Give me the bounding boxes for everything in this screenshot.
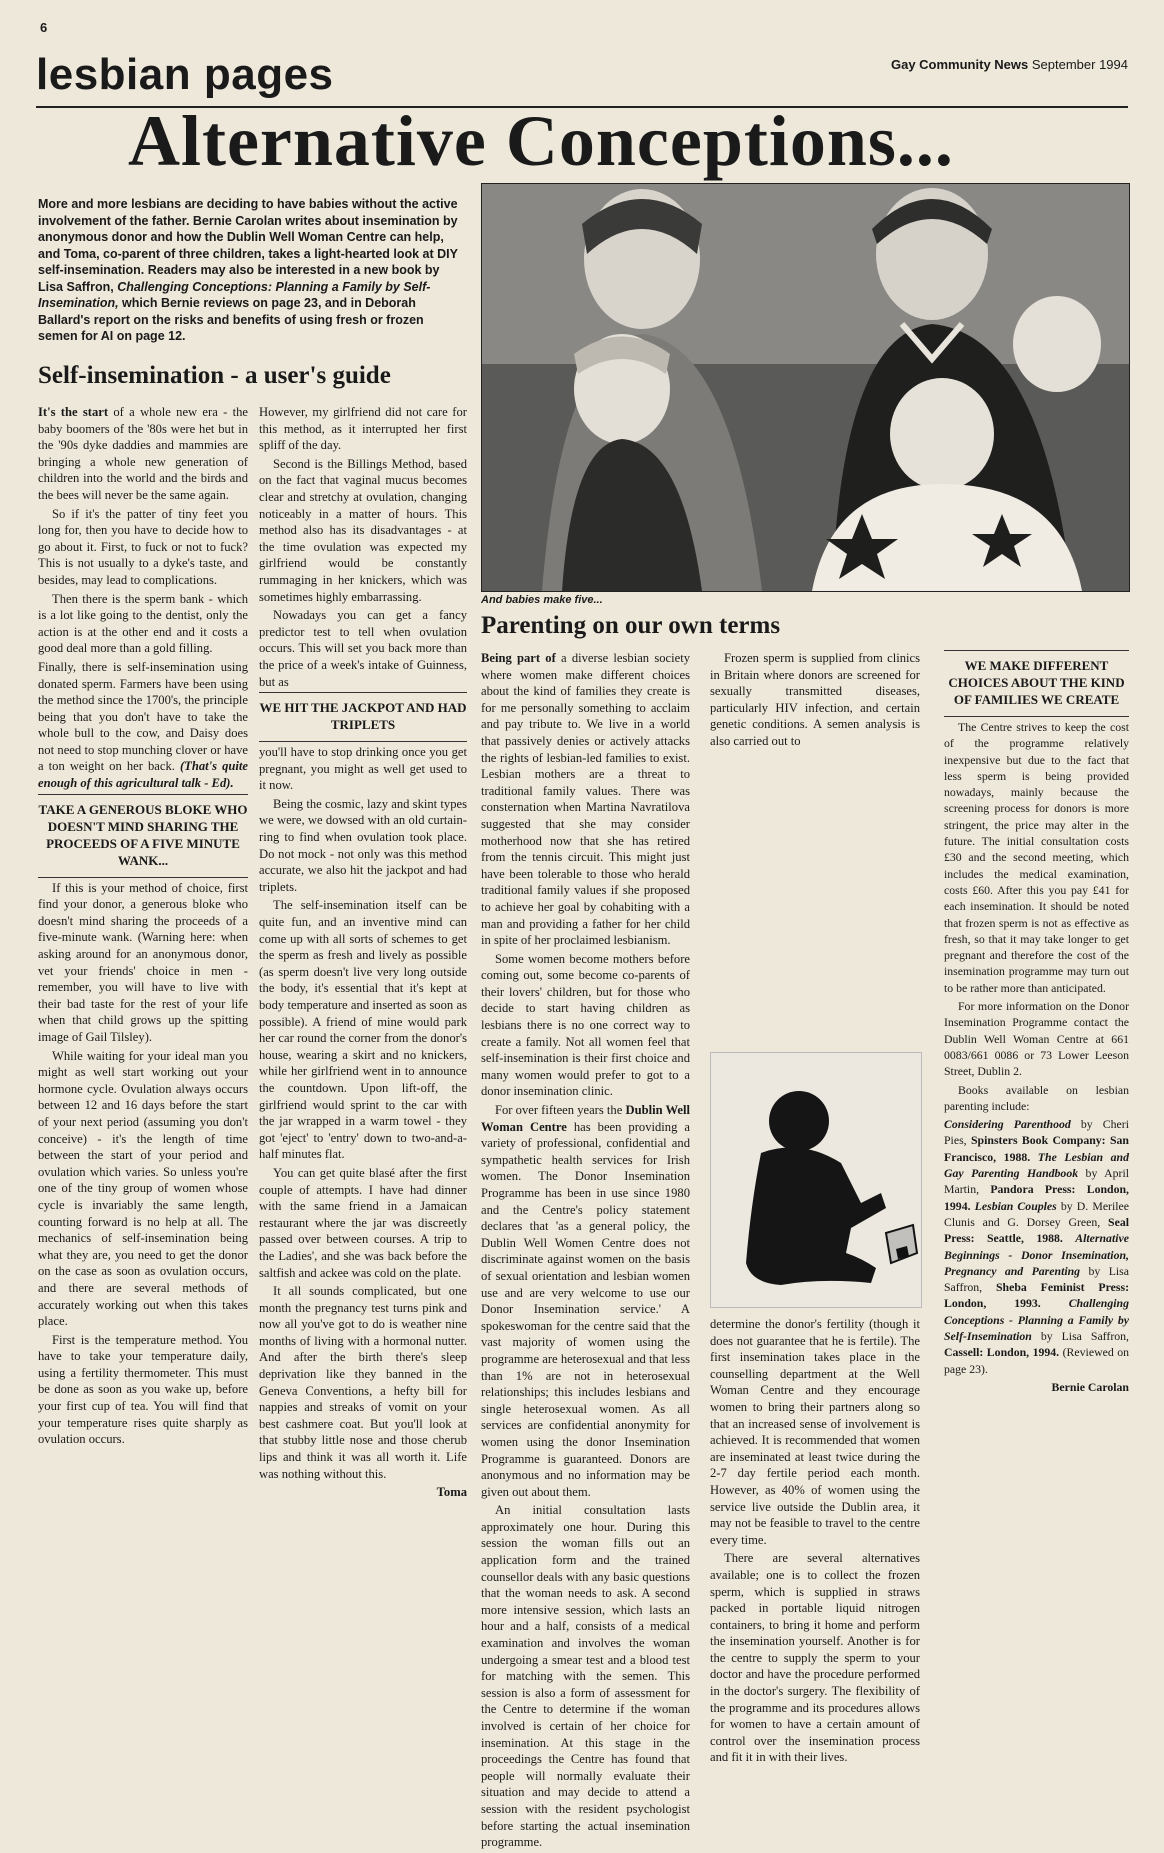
child-silhouette-image: [711, 1053, 921, 1307]
paragraph: Nowadays you can get a fancy predictor test to tell when ovulation occurs. This will set you back more than the price of a week's intake of Guinness, but as: [259, 608, 467, 689]
headline: Alternative Conceptions...: [128, 101, 954, 181]
paragraph: For over fifteen years the Dublin Well Woman Centre has been providing a variety of professional, confidential and sympathetic health services for Irish women. The Donor Insemination Programme has been in use since 1980 and the Centre's policy statement declares that 'as a general policy, the Dublin Well Women Centre does not discriminate against women on the basis of sexual orientation and lesbian women use and are very welcome to use our Donor Insemination service.' A spokeswoman for the centre said that the vast majority of women using the programme are heterosexual and that less than 1% are not in heterosexual relationships; this includes lesbians and single heterosexual women. As all services are confidential anonymity for women using the donor Insemination Programme is guaranteed. Donors are anonymous and no information may be given out about them.: [481, 1103, 691, 1499]
subhead: WE HIT THE JACKPOT AND HAD TRIPLETS: [259, 692, 467, 742]
paragraph: If this is your method of choice, first find your donor, a generous bloke who doesn't mind sharing the proceeds of a five-minute wank. (Warning here: when asking around for an anonymous donor, vet your friends' choice in men - remember, you will have to live with their bad taste for the rest of your life when that child grows up the spitting image of Gail Tilsley).: [38, 880, 248, 1044]
byline: Bernie Carolan: [1051, 1379, 1129, 1394]
book-entry: Considering Parenthood by Cheri Pies, Spinsters Book Company: San Francisco, 1988.: [944, 1117, 1130, 1164]
paragraph: Being part of a diverse lesbian society where women make different choices about the kind of families they create is for me personally something to acclaim and pay tribute to. We live in a world that passively denies or actively attacks the rights of lesbian-led families to exist. Lesbian mothers are a threat to traditional family values. There was consternation when Martina Navratilova suggested that she may consider motherhood now that she has retired from the tennis circuit. This might just have been tolerable to those who herald traditional family values if she proposed to achieve her goal by cohabiting with a man and providing a father for her child in spite of her proclaimed lesbianism.: [481, 651, 690, 948]
paragraph: Second is the Billings Method, based on the fact that vaginal mucus becomes clear and stretchy at ovulation, changing noticeably in a matter of hours. This method also has its disadvantages - at the time ovulation was expected my girlfriend would be constantly rummaging in her knickers, which was sometimes highly embarrassing.: [259, 456, 467, 604]
article2-col2-continued: [710, 1316, 920, 1768]
intro-text-b: which Bernie reviews on page 23, and in Deborah Ballard's report on the risks and benefits of using fresh or frozen semen for AI on page 12.: [38, 296, 424, 343]
centre-name: Dublin Well Woman Centre: [481, 1103, 691, 1134]
subhead: WE MAKE DIFFERENT CHOICES ABOUT THE KIND OF FAMILIES WE CREATE: [944, 650, 1129, 717]
paragraph: Finally, there is self-insemination using donated sperm. Farmers have been using the method since the 1700's, the principle being that you don't have to take the whole bull to the cow, and Daisy does not need to stop munching clover or have a ton weight on her back. (That's quite enough of this agricultural talk - Ed).: [38, 659, 248, 791]
paragraph: It's the start of a whole new era - the baby boomers of the '80s were het but in the '90s dyke daddies and mammies are bringing a whole new generation of children into the world and the birds and the bees will never be the same again.: [38, 405, 248, 502]
article1-col2: [259, 404, 467, 1503]
article2-col1: [481, 650, 690, 1853]
article2-col3: [944, 650, 1129, 1397]
intro-book-title: Challenging Conceptions: Planning a Family by Self-Insemination,: [38, 279, 431, 310]
publication-name: Gay Community News: [890, 57, 1029, 72]
review-note: (Reviewed on page 23).: [944, 1345, 1130, 1376]
family-photo-image: [482, 184, 1129, 591]
family-photo: [481, 183, 1130, 592]
book-entry: Challenging Conceptions - Planning a Family by Self-Insemination by Lisa Saffron, Cassell: London, 1994.: [944, 1296, 1130, 1360]
paragraph: It all sounds complicated, but one month the pregnancy test turns pink and now all you've got to do is weather nine months of living with a hormonal nutter. And after the birth there's sleep deprivation like they banned in the Geneva Conventions, a hefty bill for nappies and streaks of vomit on your best cashmere coat. But you'll look at that stubby little nose and those cherub lips and think it was all worth it. Life was nothing without this.: [259, 1284, 467, 1481]
paragraph: However, my girlfriend did not care for this method, as it interrupted her first spliff of the day.: [259, 405, 467, 453]
editor-note: (That's quite enough of this agricultural talk - Ed).: [38, 759, 248, 791]
paragraph: Then there is the sperm bank - which is a lot like going to the dentist, only the action is at the other end and it costs a good deal more than a gold filling.: [38, 591, 248, 656]
child-silhouette-photo: [710, 1052, 922, 1308]
book-entry: The Lesbian and Gay Parenting Handbook by April Martin, Pandora Press: London, 1994.: [944, 1149, 1130, 1213]
paragraph: determine the donor's fertility (though it does not guarantee that he is fertile). The first insemination takes place in the counselling department at the Well Woman Centre and they encourage women to bring their partners along so that an increased sense of involvement is achieved. It is recommended that women are inseminated at least twice during the 2-7 day fertile period each month. However, as 40% of women using the service live outside the Dublin area, it may not be feasible to travel to the centre every time.: [710, 1317, 920, 1547]
page-number: 6: [40, 20, 48, 35]
article1-col1: [38, 404, 248, 1450]
book-list: [944, 1116, 1129, 1377]
paragraph: There are several alternatives available; one is to collect the frozen sperm, which is supplied in straws packed in portable liquid nitrogen containers, to bring it home and perform the insemination yourself. Another is for the centre to supply the sperm to your doctor and have the procedure performed in the doctor's surgery. The flexibility of the programme and its procedures allows for women to have a certain amount of control over the insemination process and fit it in with their lives.: [710, 1551, 920, 1765]
paragraph: While waiting for your ideal man you might as well start working out your hormone cycle. Ovulation always occurs between 12 and 16 days before the start of your next period (assuming you don't conceive) - it's the length of time between the start of your period and ovulation which varies. So unless you're one of the tiny group of women whose cycle is invariably the same length, counting forward is no help at all. The mechanics of self-insemination being what they are, you need to get the donor on the case as soon as ovulation occurs, and there are several methods of accurately working out when this takes place.: [38, 1048, 248, 1329]
article1-headline: Self-insemination - a user's guide: [38, 362, 391, 389]
lead-in: Being part of: [481, 651, 556, 665]
paragraph: The self-insemination itself can be quite fun, and an inventive mind can come up with all sorts of schemes to get the sperm as fresh and lively as possible (as sperm doesn't live very long outside the body, it's essential that it's kept at body temperature and inserted as soon as possible). A friend of mine would park her car round the corner from the donor's house, wearing a skirt and no knickers, while her girlfriend went in to announce the countdown. Upon lift-off, the girlfriend would sprint to the car with the jar wrapped in a warm towel - they got 'eject' to 'entry' down to two-and-a-half minutes flat.: [259, 898, 467, 1162]
paragraph: you'll have to stop drinking once you get pregnant, you might as well get used to it now.: [259, 745, 467, 793]
masthead: [891, 57, 1128, 72]
book-entry: Lesbian Couples by D. Merilee Clunis and G. Dorsey Green, Seal Press: Seattle, 1988.: [944, 1198, 1130, 1246]
paragraph: For more information on the Donor Insemination Programme contact the Dublin Well Woman Centre at 661 0083/661 0086 or 73 Lower Leeson Street, Dublin 2.: [944, 999, 1129, 1079]
paragraph: An initial consultation lasts approximately one hour. During this session the woman fills out an application form and the trained counsellor deals with any basic questions that the woman needs to ask. A second more intensive session, which lasts an hour and a half, consists of a medical examination and involves the woman undergoing a smear test and a blood test for matching with the semen. This session is also a form of assessment for the Centre to determine if the woman involved is certain of her choice for insemination. At this stage in the proceedings the Centre has found that people will normally evaluate their situation and may decide to attend a session with the resident psychologist before starting the actual insemination programme.: [481, 1503, 690, 1850]
article2-col2: [710, 650, 920, 752]
paragraph: The Centre strives to keep the cost of the programme relatively inexpensive but due to the fact that less sperm is being provided nowadays, mainly because the screening process for donors is more stringent, the price may alter in the future. The initial consultation costs £30 and the second meeting, which includes the medical examination, costs £60. After this you pay £41 for each insemination. It should be noted that frozen sperm is not as effective as fresh, so that it may take longer to get pregnant and therefore the cost of the insemination programme may turn out to be rather more than anticipated.: [944, 720, 1129, 995]
paragraph: Some women become mothers before coming out, some become co-parents of their lovers' children, but for those who decide to start having children as lesbians there is no one correct way to create a family. Not all women feel that self-insemination is their first choice and many women would prefer to got to a donor insemination clinic.: [481, 951, 690, 1099]
paragraph: So if it's the patter of tiny feet you long for, then you have to decide how to go about it. First, to fuck or not to fuck? This is not usually to a dyke's taste, and besides, may lead to complications.: [38, 506, 248, 587]
photo-caption: And babies make five...: [481, 594, 603, 606]
section-title: lesbian pages: [36, 50, 334, 99]
issue-date: September 1994: [1031, 57, 1128, 72]
byline: Toma: [436, 1485, 467, 1500]
paragraph: Being the cosmic, lazy and skint types we were, we dowsed with an old curtain-ring to find when ovulation took place. Do not mock - not only was this method accurate, we also hit the jackpot and had triplets.: [259, 796, 467, 894]
paragraph: Books available on lesbian parenting include:: [944, 1082, 1129, 1113]
intro-standfirst: [38, 196, 463, 345]
paragraph: First is the temperature method. You have to take your temperature daily, using a fertility thermometer. This must be done as soon as you wake up, before your first cup of tea. You will find that your temperature rises quite sharply as ovulation occurs.: [38, 1332, 248, 1447]
intro-text-a: More and more lesbians are deciding to have babies without the active involvement of the father. Bernie Carolan writes about insemination by anonymous donor and how the Dublin Well Woman Centre can help, and Toma, co-parent of three children, takes a light-hearted look at DIY self-insemination. Readers may also be interested in a new book by Lisa Saffron,: [38, 197, 458, 294]
subhead: TAKE A GENEROUS BLOKE WHO DOESN'T MIND SHARING THE PROCEEDS OF A FIVE MINUTE WANK...: [38, 794, 248, 878]
paragraph: You can get quite blasé after the first couple of attempts. I have had dinner with the same friend in a Jamaican restaurant where the jar was discreetly passed over between courses. A trip to the Ladies', and she was back before the saltfish and ackee was cold on the plate.: [259, 1165, 467, 1280]
article2-headline: Parenting on our own terms: [481, 612, 781, 639]
lead-in: It's the start: [38, 405, 109, 419]
paragraph: Frozen sperm is supplied from clinics in Britain where donors are screened for sexually transmitted diseases, particularly HIV infection, and certain genetic conditions. A semen analysis is also carried out to: [710, 651, 920, 748]
book-entry: Alternative Beginnings - Donor Insemination, Pregnancy and Parenting by Lisa Saffron, Sheba Feminist Press: London, 1993.: [944, 1231, 1129, 1311]
